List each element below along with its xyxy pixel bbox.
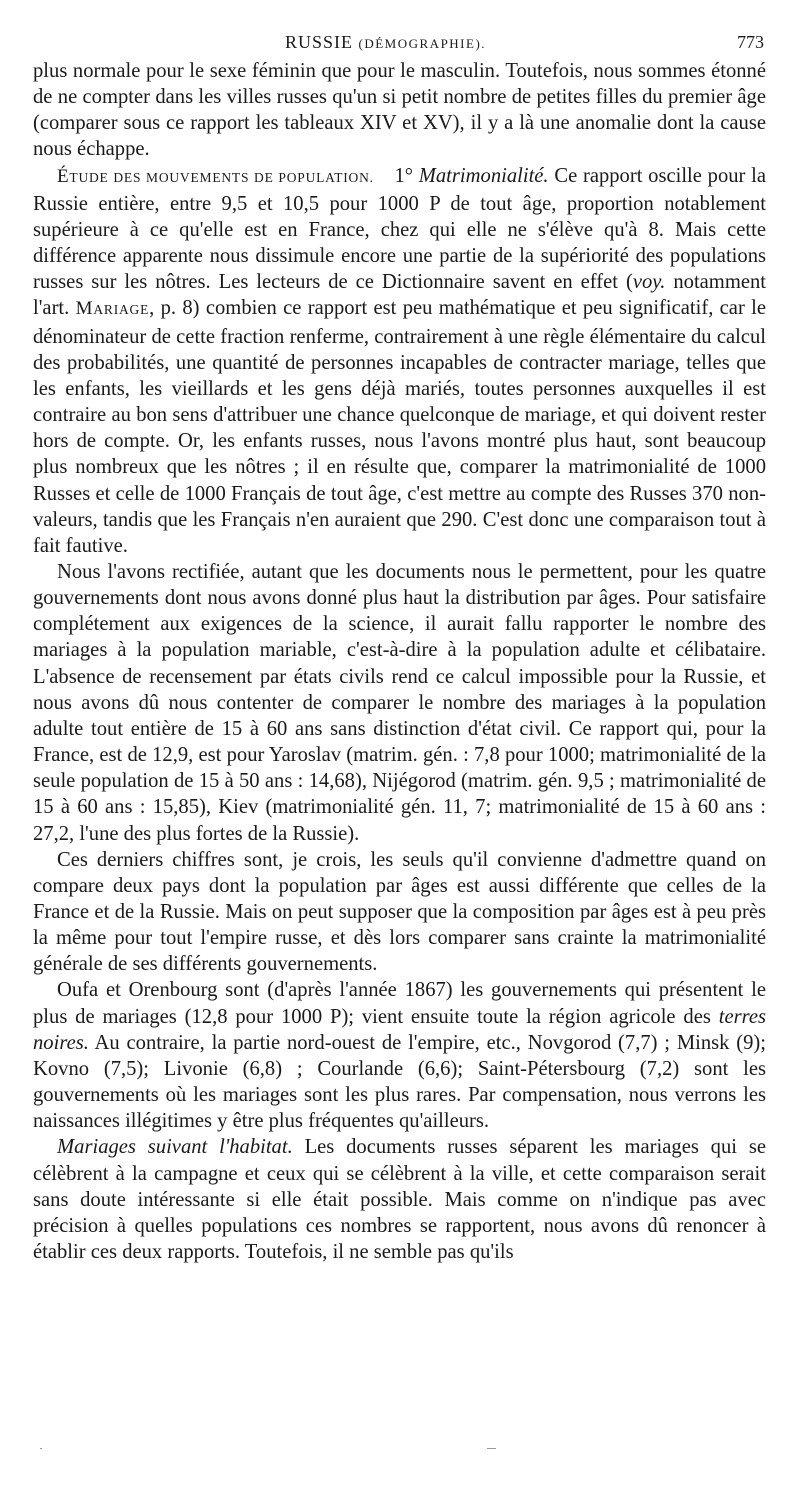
paragraph-habitat (33, 1134, 766, 1265)
page-number: 773 (737, 32, 764, 52)
paragraph-rectification: Nous l'avons rectifiée, autant que les documents nous le permettent, pour les quatre gouvernements dont nous avons donné plus haut la distribution par âges. Pour satisfaire complétement aux exigences de la science, il aurait fallu rapporter le nombre des mariages à la population mariable, c'est-à-dire à la population adulte et célibataire. L'absence de recensement par états civils rend ce calcul impossible pour la Russie, et nous avons dû nous contenter de comparer le nombre des mariages à la population adulte tout entière de 15 à 60 ans sans distinction d'état civil. Ce rapport qui, pour la France, est de 12,9, est pour Yaroslav (matrim. gén. : 7,8 pour 1000; matrimonialité de la seule population de 15 à 50 ans : 14,68), Nijégorod (matrim. gén. 9,5 ; matrimonialité de 15 à 60 ans : 15,85), Kiev (matrimonialité gén. 11, 7; matrimonialité de 15 à 60 ans : 27,2, l'une des plus fortes de la Russie). (33, 560, 766, 845)
article-reference-rest: ARIAGE (93, 302, 150, 318)
section-heading-initial: É (57, 165, 70, 187)
paragraph-text-b: notamment l'art. (33, 271, 766, 320)
subsection-number: 1° (394, 164, 413, 187)
paragraph-text-a: Les documents russes séparent les mariages qui se célèbrent à la campagne et ceux qui se célèbrent à la ville, et cette comparaison serait sans doute intéressante si elle était possible. Mais comme on n'indique pas avec précision à quelles populations ces nombres se rapportent, nous avons dû renoncer à établir ces deux rapports. Toutefois, il ne semble pas qu'ils (33, 1136, 766, 1264)
paragraph-text-c: , p. 8) combien ce rapport est peu mathématique et peu significatif, car le dénominateur de cette fraction renferme, contrairement à une règle élémentaire du calcul des probabilités, une quantité de personnes incapables de contracter mariage, telles que les enfants, les vieillards et les gens déjà mariés, toutes personnes auxquelles il est contraire au bon sens d'attribuer une chance quelconque de mariage, et qui doivent rester hors de compte. Or, les enfants russes, nous l'avons montré plus haut, sont beaucoup plus nombreux que les nôtres ; il en résulte que, comparer la matrimonialité de 1000 Russes et celle de 1000 Français de tout âge, c'est mettre au compte des Russes 370 non-valeurs, tandis que les Français n'en auraient que 290. C'est donc une comparaison tout à fait fautive. (33, 297, 766, 557)
section-heading (57, 165, 374, 187)
paragraph-text-b: Au contraire, la partie nord-ouest de l'empire, etc., Novgorod (7,7) ; Minsk (9); Kovno (7,5); Livonie (6,8) ; Courlande (6,6); Saint-Pétersbourg (7,2) sont les gouvernements où les mariages sont les plus rares. Par compensation, nous verrons les naissances illégitimes y être plus fréquentes qu'ailleurs. (33, 1031, 766, 1133)
page (33, 28, 766, 1265)
section-heading-rest: TUDE DES MOUVEMENTS DE POPULATION. (69, 169, 374, 185)
paragraph-oufa (33, 977, 766, 1134)
paragraph-matrimonialite (33, 163, 766, 559)
scan-mark (40, 1448, 42, 1449)
running-title-main: RUSSIE (285, 32, 354, 52)
paragraph-continued: plus normale pour le sexe féminin que pour le masculin. Toutefois, nous sommes étonné de ne compter dans les villes russes qu'un si petit nombre de petites filles du premier âge (comparer sous ce rapport les tableaux XIV et XV), il y a là une anomalie dont la cause nous échappe. (33, 60, 766, 161)
subsection-label: Mariages suivant l'habitat. (57, 1136, 293, 1159)
running-title-sub: (DÉMOGRAPHIE). (358, 36, 487, 51)
voy-abbrev: voy. (632, 271, 666, 294)
paragraph-text-a: Ce rapport oscille pour la Russie entière, entre 9,5 et 10,5 pour 1000 P de tout âge, proportion notablement supérieure à ce qu'elle est en France, chez qui elle ne s'élève qu'à 8. Mais cette différence apparente nous dissimule encore une partie de la supériorité des populations russes sur les nôtres. Les lecteurs de ce Dictionnaire savent en effet ( (33, 164, 767, 294)
running-title (285, 32, 486, 53)
body-text (33, 58, 766, 1265)
subsection-label: Matrimonialité. (418, 164, 549, 187)
footer-scan-marks (0, 1448, 800, 1454)
article-reference (75, 298, 150, 320)
article-reference-initial: M (75, 298, 94, 320)
paragraph-derniers-chiffres: Ces derniers chiffres sont, je crois, les seuls qu'il convienne d'admettre quand on compare deux pays dont la population par âges est aussi différente que celles de la France et de la Russie. Mais on peut supposer que la composition par âges est à peu près la même pour tout l'empire russe, et dès lors comparer sans crainte la matrimonialité générale de ses différents gouvernements. (33, 848, 766, 976)
running-head (33, 28, 766, 58)
paragraph-text-a: Oufa et Orenbourg sont (d'après l'année 1867) les gouvernements qui présentent le plus de mariages (12,8 pour 1000 P); vient ensuite toute la région agricole des (33, 979, 766, 1028)
scan-mark (487, 1448, 496, 1449)
terres-noires: terres noires. (33, 1005, 766, 1054)
